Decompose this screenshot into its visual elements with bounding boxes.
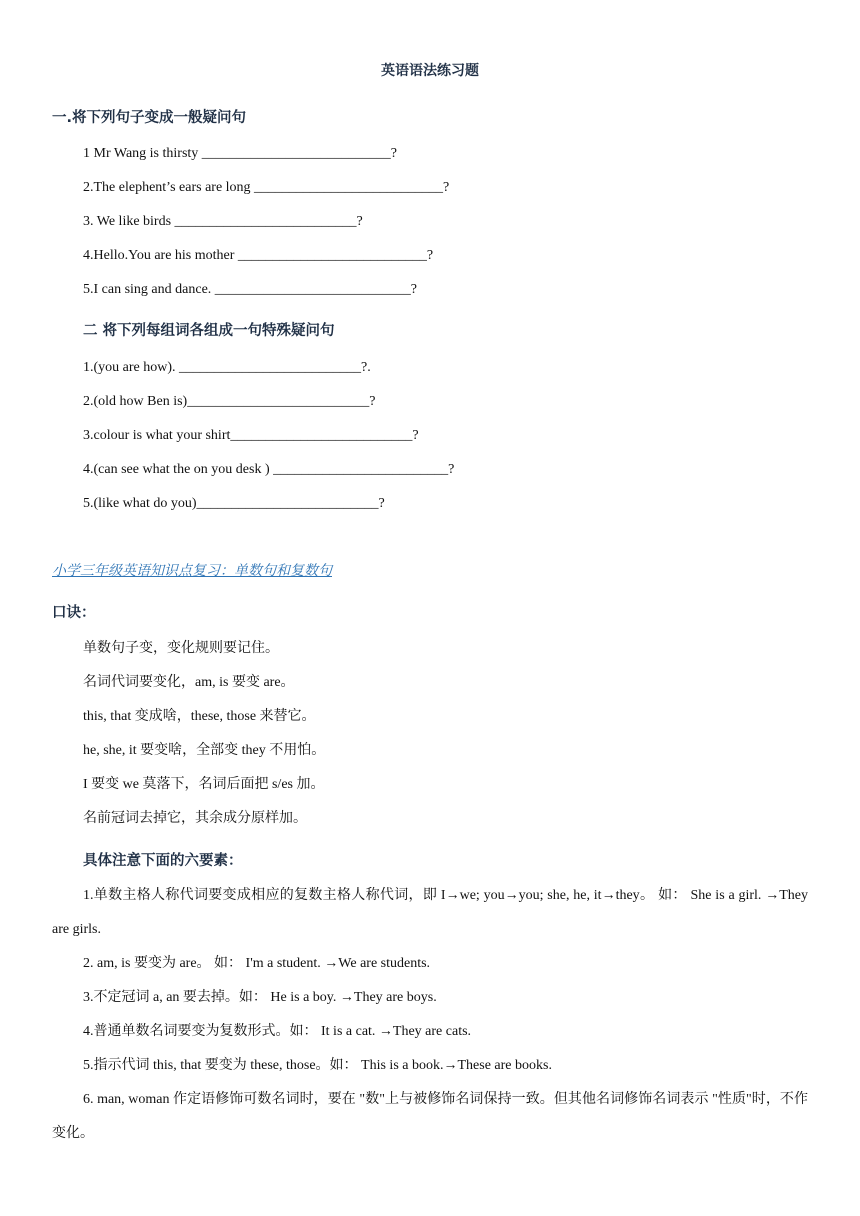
section1-item-5: 5.I can sing and dance. ____________________________? xyxy=(83,282,417,297)
rule-4: 4.普通单数名词要变为复数形式。如： It is a cat. →They are cats. xyxy=(83,1024,472,1039)
rule-3: 3.不定冠词 a, an 要去掉。如： He is a boy. →They are boys. xyxy=(83,990,437,1005)
rhyme-heading: 口诀： xyxy=(52,605,96,621)
section1-item-1: 1 Mr Wang is thirsty ___________________________? xyxy=(83,146,397,161)
rhyme-line-1: 单数句子变，变化规则要记住。 xyxy=(83,641,279,656)
section1-item-4: 4.Hello.You are his mother ___________________________? xyxy=(83,248,434,263)
rule-6: 6. man, woman 作定语修饰可数名词时，要在 "数"上与被修饰名词保持一致。但其他名词修饰名词表示 "性质"时，不作变化。 xyxy=(52,1092,808,1141)
rule-2: 2. am, is 要变为 are。 如： I'm a student. →We are students. xyxy=(83,956,431,971)
page-title: 英语语法练习题 xyxy=(381,63,479,79)
section2-item-5: 5.(like what do you)__________________________? xyxy=(83,496,385,511)
section2-heading: 二 将下列每组词各组成一句特殊疑问句 xyxy=(83,323,335,339)
section1-heading: 一.将下列句子变成一般疑问句 xyxy=(52,110,247,126)
rhyme-line-3: this, that 变成啥，these, those 来替它。 xyxy=(83,709,316,724)
section1-item-2: 2.The elephent’s ears are long ___________________________? xyxy=(83,180,450,195)
section2-item-3: 3.colour is what your shirt__________________________? xyxy=(83,428,419,443)
rhyme-line-2: 名词代词要变化，am, is 要变 are。 xyxy=(83,675,295,690)
article-link[interactable]: 小学三年级英语知识点复习：单数句和复数句 xyxy=(52,563,332,579)
rule-5: 5.指示代词 this, that 要变为 these, those。如： This is a book.→These are books. xyxy=(83,1058,552,1073)
section1-item-3: 3. We like birds __________________________? xyxy=(83,214,363,229)
rules-heading: 具体注意下面的六要素： xyxy=(83,853,243,869)
section2-item-2: 2.(old how Ben is)__________________________? xyxy=(83,394,376,409)
section2-item-4: 4.(can see what the on you desk ) _________________________? xyxy=(83,462,455,477)
rule-1: 1.单数主格人称代词要变成相应的复数主格人称代词，即 I→we; you→you; she, he, it→they。 如： She is a girl. →They are girls. xyxy=(52,888,808,937)
rhyme-line-4: he, she, it 要变啥，全部变 they 不用怕。 xyxy=(83,743,326,758)
section2-item-1: 1.(you are how). __________________________?. xyxy=(83,360,371,375)
rhyme-line-6: 名前冠词去掉它，其余成分原样加。 xyxy=(83,811,307,826)
rhyme-line-5: I 要变 we 莫落下，名词后面把 s/es 加。 xyxy=(83,777,325,792)
